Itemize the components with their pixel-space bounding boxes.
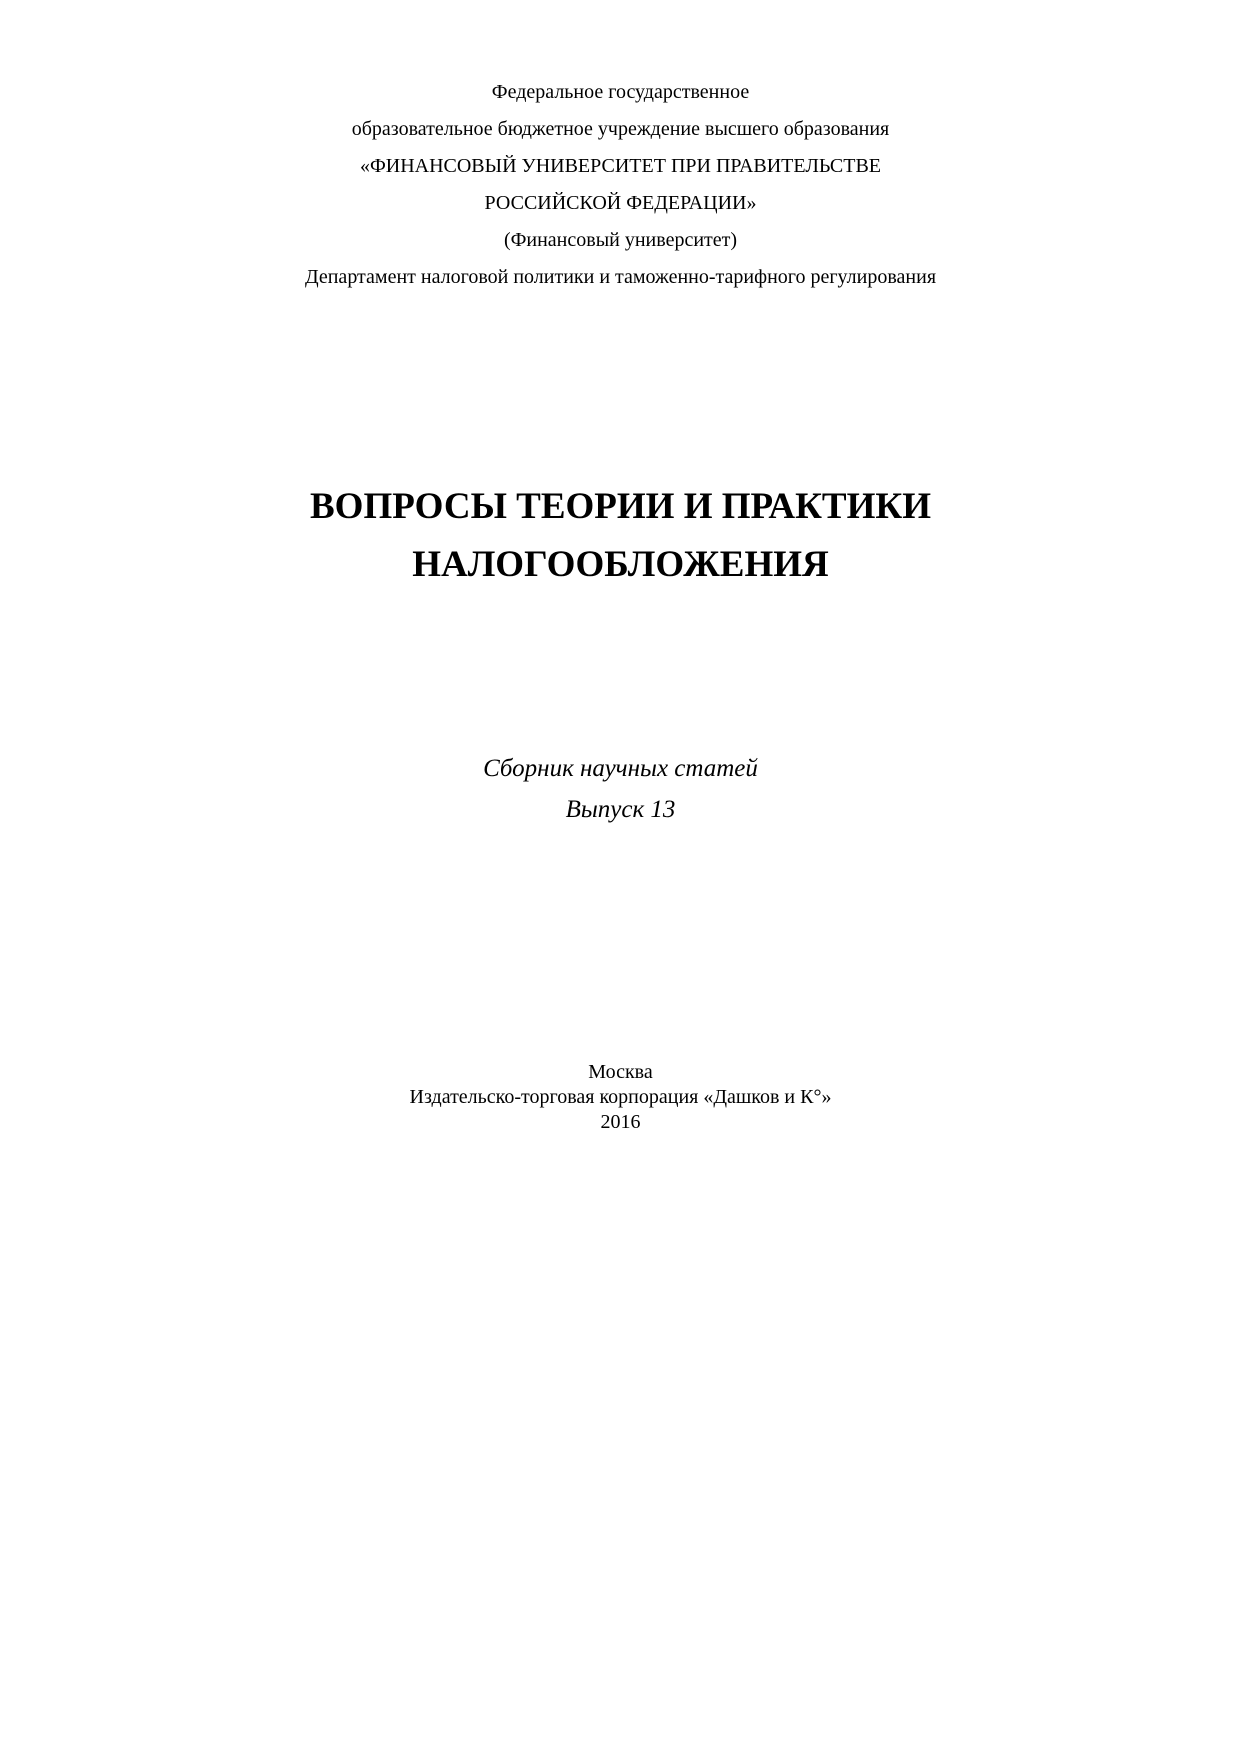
institution-line-3: «ФИНАНСОВЫЙ УНИВЕРСИТЕТ ПРИ ПРАВИТЕЛЬСТВЕ: [359, 155, 882, 177]
institution-line-2: образовательное бюджетное учреждение высшего образования: [351, 118, 890, 140]
imprint-year: 2016: [600, 1111, 641, 1133]
institution-line-5: (Финансовый университет): [503, 229, 738, 251]
title-line-1: ВОПРОСЫ ТЕОРИИ И ПРАКТИКИ: [310, 486, 931, 527]
collection-type: Сборник научных статей: [483, 755, 758, 782]
institution-line-4: РОССИЙСКОЙ ФЕДЕРАЦИИ»: [484, 192, 757, 214]
imprint-city: Москва: [588, 1061, 653, 1083]
institution-line-1: Федеральное государственное: [491, 81, 750, 103]
imprint: [0, 1060, 1241, 1135]
issue-number: Выпуск 13: [565, 796, 676, 823]
title-line-2: НАЛОГООБЛОЖЕНИЯ: [412, 544, 829, 585]
book-subtitle: [0, 748, 1241, 830]
book-title: [0, 478, 1241, 594]
department-line: Департамент налоговой политики и таможенно-тарифного регулирования: [304, 266, 937, 288]
institution-header: [0, 74, 1241, 296]
imprint-publisher: Издательско-торговая корпорация «Дашков и К°»: [409, 1086, 832, 1108]
